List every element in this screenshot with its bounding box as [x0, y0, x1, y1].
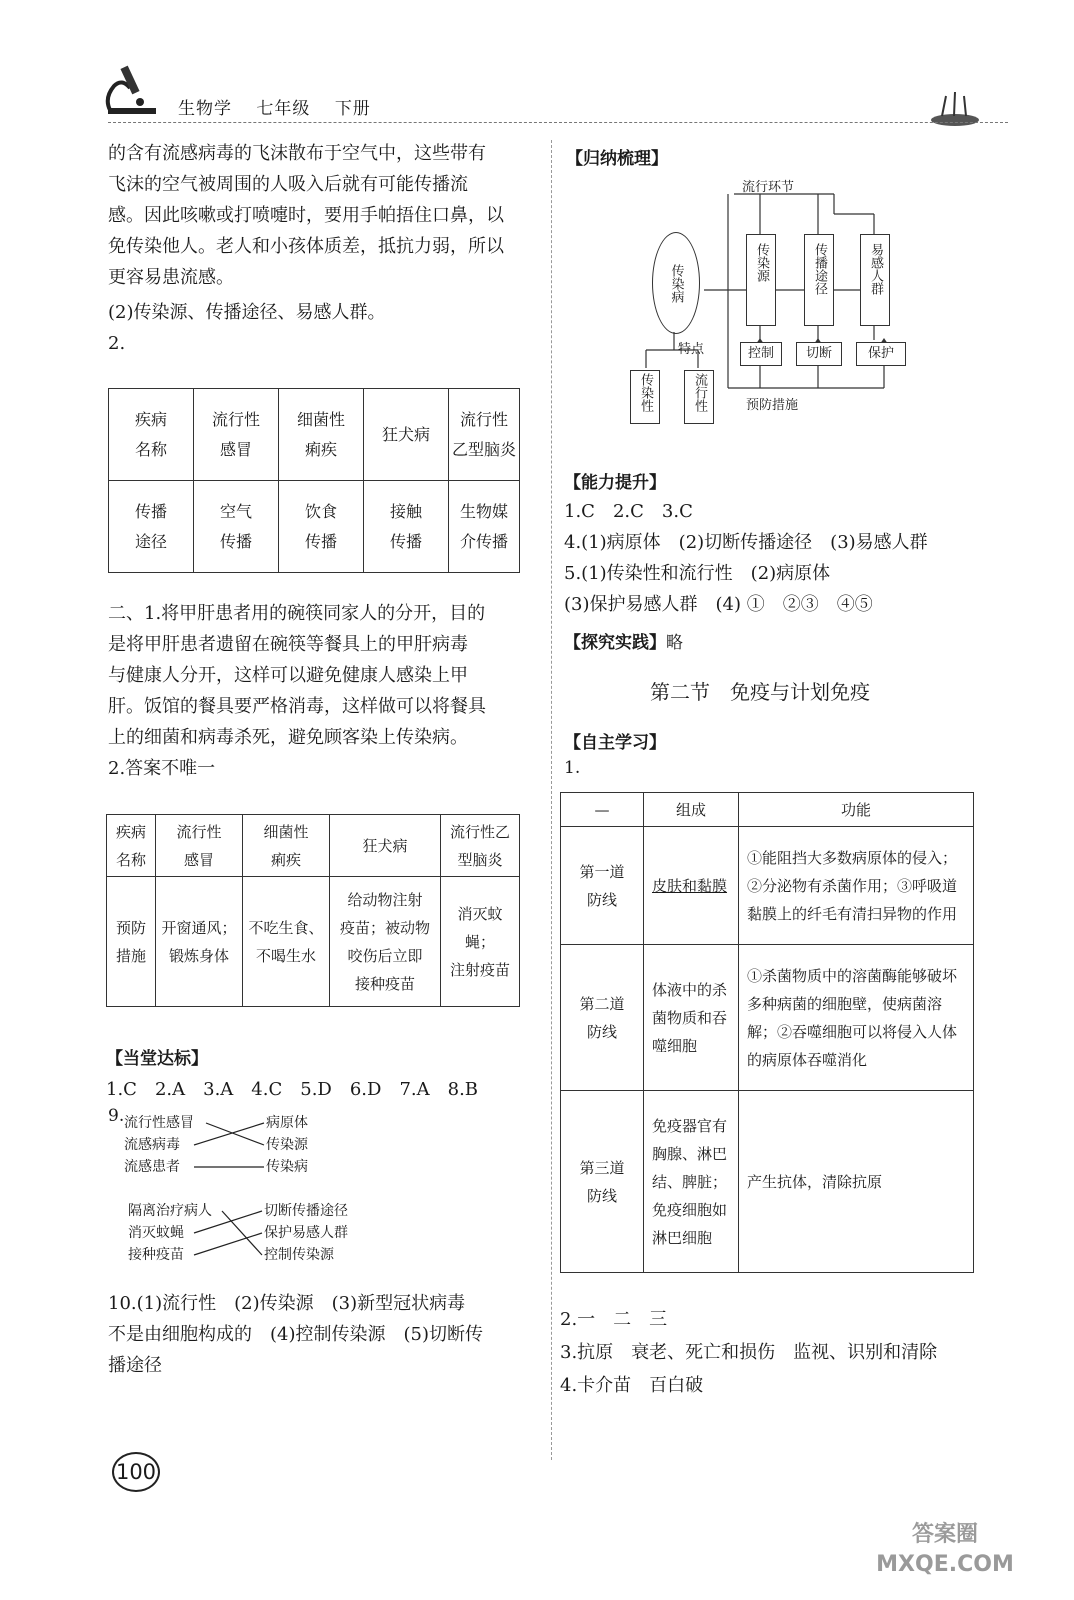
- match-right-item: 控制传染源: [264, 1247, 334, 1263]
- zizhu-item-1: 1.: [564, 758, 581, 778]
- match-left-item: 流行性感冒: [124, 1115, 194, 1131]
- table-cell: 细菌性 痢疾: [279, 389, 364, 481]
- table-cell: 第三道 防线: [561, 1091, 644, 1273]
- tanjiu-title: 【探究实践】: [564, 633, 666, 653]
- header-title: [178, 94, 389, 119]
- text-line: 3.抗原 衰老、死亡和损伤 监视、识别和清除: [560, 1342, 938, 1363]
- table-cell: 开窗通风； 锻炼身体: [156, 877, 243, 1007]
- dangtang-answers: 1.C 2.A 3.A 4.C 5.D 6.D 7.A 8.B: [106, 1079, 479, 1100]
- watermark: [870, 1520, 1066, 1592]
- diagram-action-protect: 保护: [856, 342, 906, 366]
- diagram-feature-infectious: [630, 370, 660, 424]
- text-line: 4.(1)病原体 (2)切断传播途径 (3)易感人群: [564, 532, 928, 553]
- table-cell: 流行性 感冒: [194, 389, 279, 481]
- text-line: (3)保护易感人群 (4) ① ②③ ④⑤: [564, 594, 873, 615]
- diagram-box-label: 易感人群: [868, 243, 883, 295]
- match-left-item: 流感病毒: [124, 1137, 180, 1153]
- header-decoration-icon: [930, 86, 980, 126]
- diagram-action-cut: 切断: [796, 342, 842, 366]
- table-cell: 接触 传播: [364, 481, 449, 573]
- table-cell: 第二道 防线: [561, 945, 644, 1091]
- text-line: 2.: [108, 333, 126, 354]
- table-cell: 疾病 名称: [107, 815, 156, 877]
- table-cell: 消灭蚊蝇； 注射疫苗: [441, 877, 520, 1007]
- match-lines: [124, 1112, 364, 1184]
- guina-title: 【归纳梳理】: [566, 149, 668, 169]
- nengli-title: 【能力提升】: [564, 473, 666, 493]
- table-cell: 预防 措施: [107, 877, 156, 1007]
- text-line: 飞沫的空气被周围的人吸入后就有可能传播流: [108, 174, 468, 195]
- text-line: (2)传染源、传播途径、易感人群。: [108, 302, 386, 323]
- text-line: 1.C 2.C 3.C: [564, 501, 693, 522]
- match-exercise-1: [124, 1112, 364, 1184]
- match-left-item: 隔离治疗病人: [128, 1203, 212, 1219]
- match-right-item: 传染病: [266, 1159, 308, 1175]
- table-cell: 细菌性 痢疾: [243, 815, 330, 877]
- text-line: 上的细菌和病毒杀死，避免顾客染上传染病。: [108, 727, 468, 748]
- table-cell: 产生抗体，清除抗原: [739, 1091, 974, 1273]
- table-cell: ①能阻挡大多数病原体的侵入；②分泌物有杀菌作用；③呼吸道黏膜上的纤毛有清扫异物的作用: [739, 827, 974, 945]
- defense-table: [560, 792, 974, 1273]
- diagram-box-source: [746, 234, 776, 326]
- microscope-logo-icon: [100, 58, 162, 118]
- header-grade: 七年级: [256, 99, 311, 119]
- header-subject: 生物学: [178, 99, 232, 119]
- nengli-answers: [564, 496, 984, 620]
- text-line: 感。因此咳嗽或打喷嚏时，要用手帕捂住口鼻，以: [108, 205, 504, 226]
- match-lines: [128, 1200, 388, 1272]
- watermark-text: 答案圈 MXQE.COM: [876, 1522, 1014, 1577]
- table-cell: 狂犬病: [330, 815, 441, 877]
- tanjiu-line: [564, 628, 683, 653]
- header-volume: 下册: [334, 99, 371, 119]
- table-cell: 不吃生食、 不喝生水: [243, 877, 330, 1007]
- table-cell: 流行性 感冒: [156, 815, 243, 877]
- text-line: 2.一 二 三: [560, 1309, 668, 1330]
- table-cell: 疾病 名称: [109, 389, 194, 481]
- text-line: 免传染他人。老人和小孩体质差，抵抗力弱，所以: [108, 236, 504, 257]
- part2-paragraph: [108, 598, 548, 784]
- table-header: 功能: [739, 793, 974, 827]
- match-right-item: 病原体: [266, 1115, 308, 1131]
- table-cell: 空气 传播: [194, 481, 279, 573]
- tanjiu-answer: 略: [666, 633, 683, 653]
- diagram-box-label: 传播途径: [812, 243, 827, 295]
- text-line: 10.(1)流行性 (2)传染源 (3)新型冠状病毒: [108, 1293, 466, 1314]
- table-cell: 传播 途径: [109, 481, 194, 573]
- diagram-top-label: 流行环节: [742, 180, 795, 195]
- diagram-bottom-label: 预防措施: [746, 398, 799, 413]
- table-cell: 流行性 乙型脑炎: [449, 389, 520, 481]
- q10-paragraph: [108, 1288, 548, 1381]
- text-line: 4.卡介苗 百白破: [560, 1375, 704, 1396]
- table-cell: 流行性乙 型脑炎: [441, 815, 520, 877]
- match-exercise-2: [128, 1200, 388, 1272]
- page-number: 100: [112, 1452, 160, 1492]
- text-line: 二、1.将甲肝患者用的碗筷同家人的分开，目的: [108, 603, 486, 624]
- table-header: —: [561, 793, 644, 827]
- transmission-table: [108, 388, 520, 573]
- diagram-feature-text: 传染性: [638, 373, 653, 412]
- section-title: 第二节 免疫与计划免疫: [650, 680, 870, 704]
- match-left-item: 接种疫苗: [128, 1247, 184, 1263]
- match-right-item: 保护易感人群: [264, 1225, 348, 1241]
- table-cell: 给动物注射 疫苗；被动物 咬伤后立即 接种疫苗: [330, 877, 441, 1007]
- table-cell: 生物媒 介传播: [449, 481, 520, 573]
- header-rule: [108, 122, 1008, 123]
- intro-paragraph: [108, 138, 548, 359]
- prevention-table: [106, 814, 520, 1007]
- diagram-feature-epidemic: [684, 370, 714, 424]
- table-cell: 免疫器官有胸腺、淋巴结、脾脏；免疫细胞如淋巴细胞: [644, 1091, 739, 1273]
- diagram-box-susceptible: [860, 234, 890, 326]
- match-right-item: 传染源: [266, 1137, 308, 1153]
- q9-label: 9.: [108, 1106, 125, 1126]
- text-line: 5.(1)传染性和流行性 (2)病原体: [564, 563, 831, 584]
- diagram-ellipse: [652, 232, 700, 334]
- text-line: 播途径: [108, 1355, 162, 1376]
- match-left-item: 消灭蚊蝇: [128, 1225, 184, 1241]
- text-line: 更容易患流感。: [108, 267, 234, 288]
- diagram-action-control: 控制: [740, 342, 782, 366]
- text-line: 2.答案不唯一: [108, 758, 216, 779]
- table-header: 组成: [644, 793, 739, 827]
- text-line: 与健康人分开，这样可以避免健康人感染上甲: [108, 665, 468, 686]
- match-left-item: 流感患者: [124, 1159, 180, 1175]
- table-cell: ①杀菌物质中的溶菌酶能够破坏多种病菌的细胞壁，使病菌溶解；②吞噬细胞可以将侵入人体的病原体吞噬消化: [739, 945, 974, 1091]
- diagram-box-route: [804, 234, 834, 326]
- diagram-feature-label: 特点: [678, 342, 705, 357]
- dangtang-title: 【当堂达标】: [106, 1049, 208, 1069]
- diagram-feature-text: 流行性: [692, 373, 707, 412]
- zizhu-title: 【自主学习】: [564, 733, 666, 753]
- answers-after-table: [560, 1304, 990, 1401]
- table-cell: 体液中的杀菌物质和吞噬细胞: [644, 945, 739, 1091]
- text-line: 的含有流感病毒的飞沫散布于空气中，这些带有: [108, 143, 486, 164]
- diagram-box-label: 传染源: [754, 243, 769, 282]
- text-line: 是将甲肝患者遗留在碗筷等餐具上的甲肝病毒: [108, 634, 468, 655]
- text-line: 肝。饭馆的餐具要严格消毒，这样做可以将餐具: [108, 696, 486, 717]
- table-cell: 皮肤和黏膜: [644, 827, 739, 945]
- table-cell: 饮食 传播: [279, 481, 364, 573]
- column-divider: [551, 140, 552, 1460]
- table-cell: 狂犬病: [364, 389, 449, 481]
- text-line: 不是由细胞构成的 (4)控制传染源 (5)切断传: [108, 1324, 483, 1345]
- concept-diagram: [622, 174, 922, 430]
- table-cell: 第一道 防线: [561, 827, 644, 945]
- match-right-item: 切断传播途径: [264, 1203, 348, 1219]
- diagram-ellipse-label: 传染病: [668, 263, 684, 303]
